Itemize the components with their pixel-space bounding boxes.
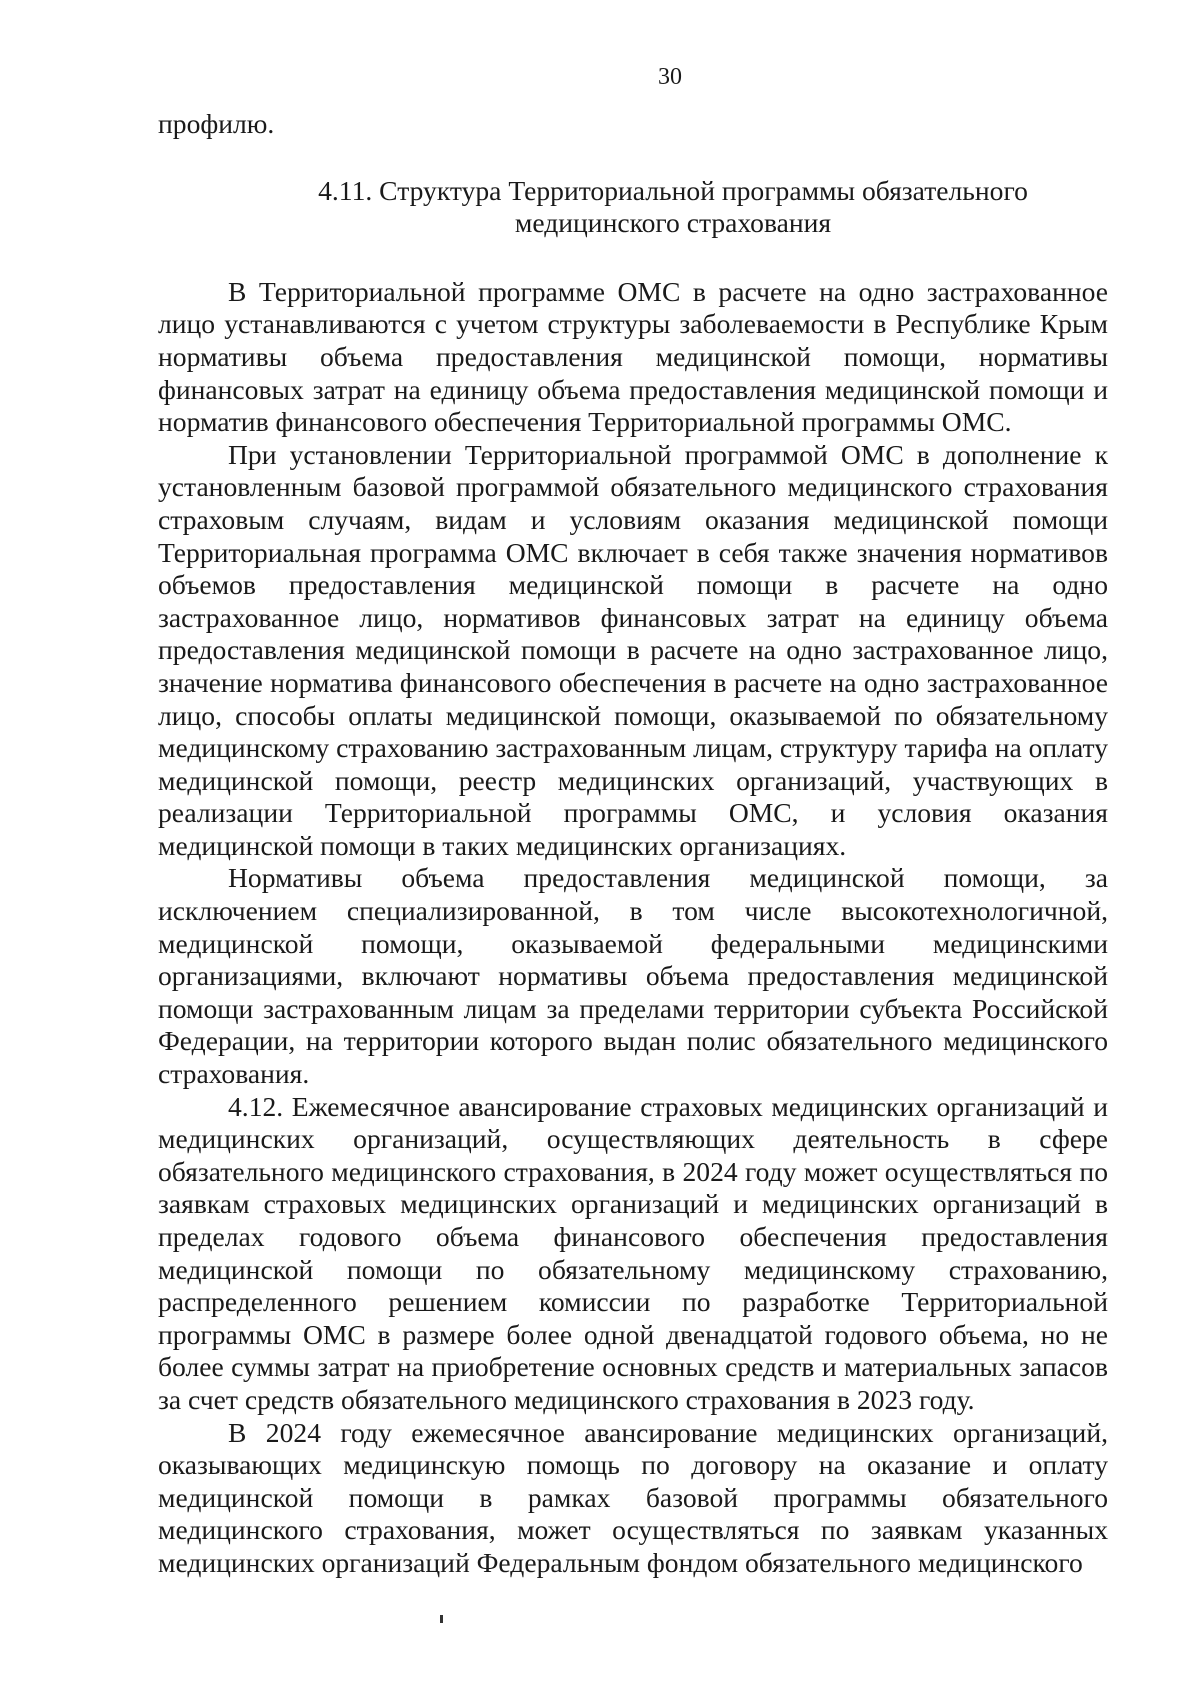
carry-over-text: профилю. [158, 108, 275, 139]
page-number: 30 [658, 64, 682, 90]
paragraph-program-contents: При установлении Территориальной программой ОМС в дополнение к установленным базовой программой обязательного медицинского страхования страховым случаям, видам и условиям оказания медицинской помощи Территориальная программа ОМС включает в себя также значения нормативов объемов предоставления медицинской помощи в расчете на одно застрахованное лицо, нормативов финансовых затрат на единицу объема предоставления медицинской помощи в расчете на одно застрахованное лицо, значение норматива финансового обеспечения в расчете на одно застрахованное лицо, способы оплаты медицинской помощи, оказываемой по обязательному медицинскому страхованию застрахованным лицам, структуру тарифа на оплату медицинской помощи, реестр медицинских организаций, участвующих в реализации Территориальной программы ОМС, и условия оказания медицинской помощи в таких медицинских организациях. [158, 438, 1108, 861]
paragraph-monthly-advance-2024: В 2024 году ежемесячное авансирование медицинских организаций, оказывающих медицинскую помощь по договору на оказание и оплату медицинской помощи в рамках базовой программы обязательного медицинского страхования, может осуществляться по заявкам указанных медицинских организаций Федеральным фондом обязательного медицинского [158, 1416, 1108, 1578]
section-heading [158, 175, 1108, 240]
section-heading-line-2: медицинского страхования [514, 207, 832, 239]
scan-artifact-mark [440, 1615, 443, 1623]
section-heading-line-1: 4.11. Структура Территориальной программы обязательного [318, 174, 1028, 206]
document-body [158, 108, 1108, 1580]
paragraph-volume-norms: Нормативы объема предоставления медицинской помощи, за исключением специализированной, в том числе высокотехнологичной, медицинской помощи, оказываемой федеральными медицинскими организациями, включают нормативы объема предоставления медицинской помощи застрахованным лицам за пределами территории субъекта Российской Федерации, на территории которого выдан полис обязательного медицинского страхования. [158, 862, 1108, 1090]
paragraph-territorial-program-norms: В Территориальной программе ОМС в расчете на одно застрахованное лицо устанавливаются с учетом структуры заболеваемости в Республике Крым нормативы объема предоставления медицинской помощи, нормативы финансовых затрат на единицу объема предоставления медицинской помощи и норматив финансового обеспечения Территориальной программы ОМС. [158, 275, 1108, 438]
paragraph-monthly-advance-4-12: 4.12. Ежемесячное авансирование страховых медицинских организаций и медицинских организаций, осуществляющих деятельность в сфере обязательного медицинского страхования, в 2024 году может осуществляться по заявкам страховых медицинских организаций и медицинских организаций в пределах годового объема финансового обеспечения предоставления медицинской помощи по обязательному медицинскому страхованию, распределенного решением комиссии по разработке Территориальной программы ОМС в размере более одной двенадцатой годового объема, но не более суммы затрат на приобретение основных средств и материальных запасов за счет средств обязательного медицинского страхования в 2023 году. [158, 1090, 1108, 1415]
